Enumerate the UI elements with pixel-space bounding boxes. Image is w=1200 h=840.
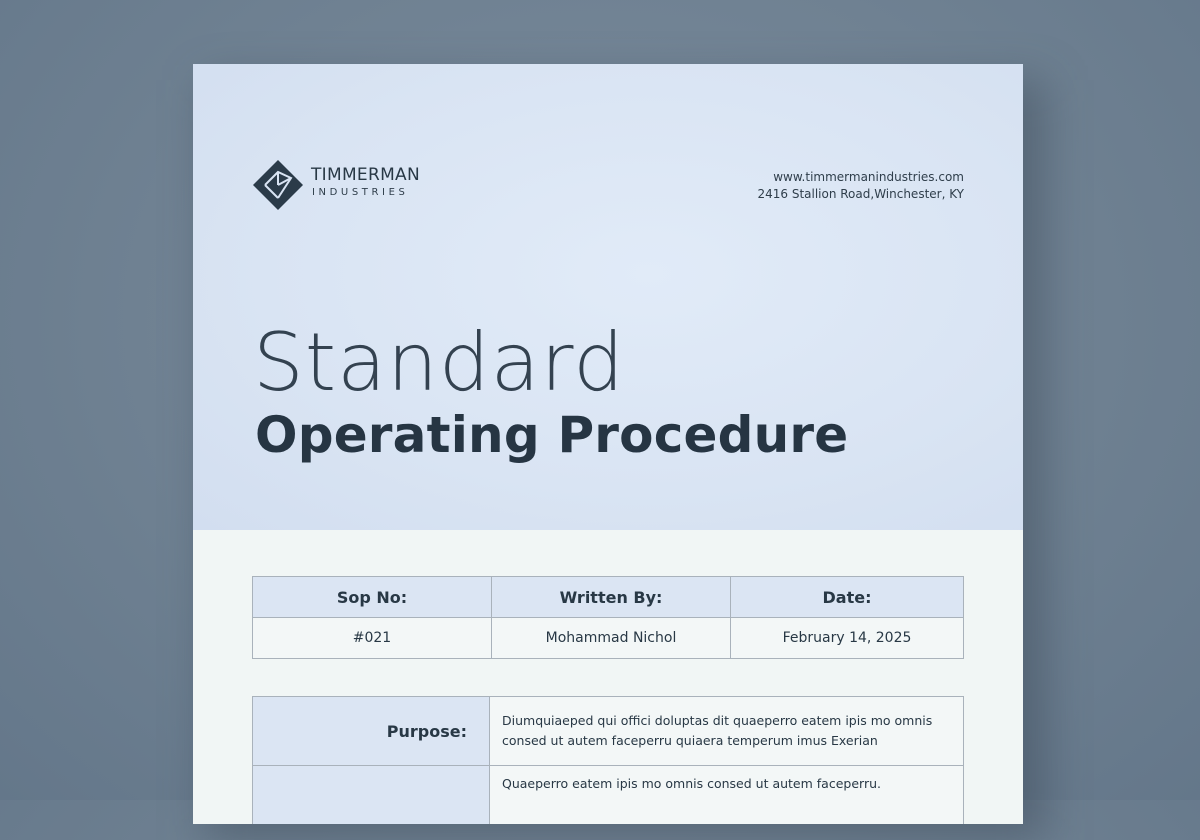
contact-block <box>757 169 964 203</box>
title-line-1: Standard <box>253 316 625 409</box>
detail-row <box>253 766 964 825</box>
value-date: February 14, 2025 <box>731 618 964 659</box>
header-sop-no: Sop No: <box>253 577 492 618</box>
document-page <box>193 64 1023 824</box>
header-date: Date: <box>731 577 964 618</box>
company-name: TIMMERMAN <box>311 165 420 185</box>
diamond-logo-icon <box>251 158 305 212</box>
info-value-row <box>253 618 964 659</box>
detail-label-purpose: Purpose: <box>253 697 490 766</box>
detail-row <box>253 697 964 766</box>
info-header-row <box>253 577 964 618</box>
detail-label <box>253 766 490 825</box>
detail-text: Quaeperro eatem ipis mo omnis consed ut autem faceperru. <box>490 766 964 825</box>
company-address: 2416 Stallion Road,Winchester, KY <box>757 187 964 201</box>
cover-header <box>193 64 1023 530</box>
detail-text-purpose: Diumquiaeped qui offici doluptas dit quaeperro eatem ipis mo omnis consed ut autem faceperru quiaera temperum imus Exerian <box>490 697 964 766</box>
company-website[interactable]: www.timmermanindustries.com <box>773 170 964 184</box>
header-written-by: Written By: <box>492 577 731 618</box>
value-written-by: Mohammad Nichol <box>492 618 731 659</box>
title-line-2: Operating Procedure <box>255 406 849 464</box>
value-sop-no: #021 <box>253 618 492 659</box>
sop-info-table <box>252 576 964 659</box>
sop-detail-table <box>252 696 964 824</box>
company-subtitle: INDUSTRIES <box>312 187 409 198</box>
